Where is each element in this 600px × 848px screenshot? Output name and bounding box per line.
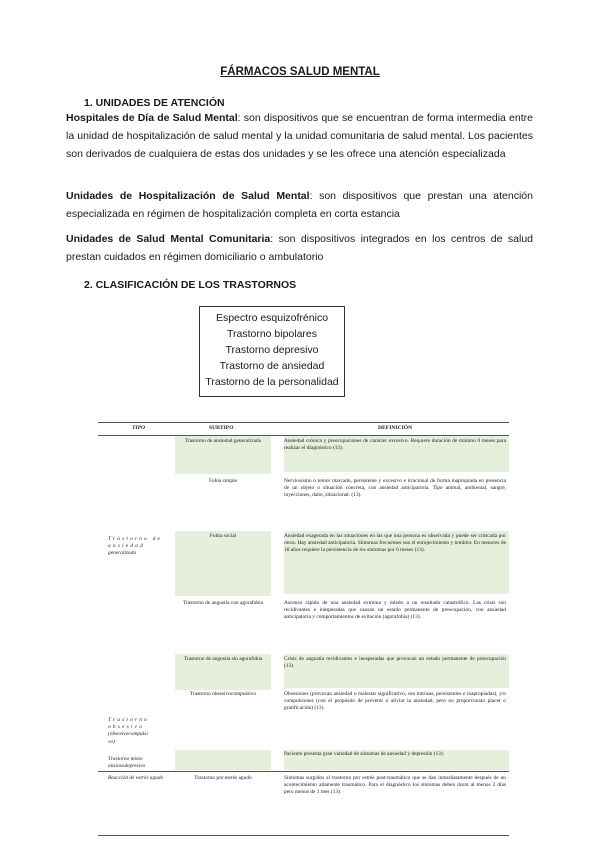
tipo-estres-agudo: Reacción de estrés agudo [108, 775, 164, 781]
tipo-line: Trastorno de [108, 536, 163, 542]
definition-hospitalizacion: : son dispositivos que prestan una atención especializada en régimen de hospitalización completa en corta estancia [66, 190, 533, 220]
tipo-obsesivo [108, 717, 174, 746]
definicion-cell: Nerviosismo o temor marcado, persistente y excesivo e irracional de forma inapropiada en presencia de un objeto o situación concreta, con ansiedad anticipatoria. Tipo animal, ambiental, sangre, inyecciones, daño, situacional. (13). [284, 478, 506, 499]
section-heading-2: 2. CLASIFICACIÓN DE LOS TRASTORNOS [84, 279, 297, 291]
subtipo-cell: Trastorno de angustia con agorafobia [182, 600, 264, 606]
classification-box [199, 306, 345, 397]
term-hospitalizacion: Unidades de Hospitalización de Salud Mental [66, 190, 310, 202]
definicion-cell: Crisis de angustia recidivantes e inesperadas que provocan un estado permanente de preocupación (13). [284, 654, 509, 688]
definicion-cell: Ansiedad crónica y preocupaciones de carácter excesivo. Requiere duración de mínimo 6 meses para realizar el diagnóstico (13). [284, 436, 509, 472]
subtipo-cell: Trastorno de angustia sin agorafobia [175, 654, 271, 690]
subtipo-cell: Trastorno por estrés agudo [194, 775, 252, 781]
table-rule [98, 422, 509, 423]
subtipo-cell [175, 750, 271, 770]
classification-item: Trastorno bipolares [226, 328, 318, 340]
classification-item: Trastorno de ansiedad [219, 360, 325, 372]
definition-comunitaria: : son dispositivos integrados en los centros de salud prestan cuidados en régimen domiciliario o ambulatorio [66, 233, 533, 263]
definicion-cell: Síntomas surgidos al trastorno por estrés post-traumático que se dan inmediatamente después de un acontecimiento altamente traumático. Para el diagnóstico los síntomas deben durar al menos 2 días pero menos de 1 mes (13). [284, 775, 506, 796]
definicion-cell: Paciente presenta gran variedad de síntomas de ansiedad y depresión (13). [284, 750, 509, 770]
subtipo-cell: Trastorno obsesivocompulsivo [189, 691, 257, 697]
header-definicion: DEFINICIÓN [378, 425, 413, 431]
classification-item: Trastorno depresivo [225, 344, 319, 356]
tipo-line: vo) [108, 738, 115, 745]
paragraph-hospitalizacion [66, 187, 533, 223]
header-tipo: TIPO [132, 425, 146, 431]
paragraph-hospitales-dia [66, 109, 533, 163]
classification-item: Trastorno de la personalidad [205, 376, 339, 388]
definition-hospitales-dia: : son dispositivos que se encuentran de forma intermedia entre la unidad de hospitalización de salud mental y la unidad comunitaria de salud mental. Los pacientes son derivados de cualquiera de estas dos unidades y se les ofrece una atención especializada [66, 112, 533, 160]
subtipo-cell: Trastorno de ansiedad generalizada [175, 436, 271, 474]
tipo-line: ansiedad [108, 543, 146, 550]
tipo-mixto: Trastorno mixto ansiosodepresivo [108, 756, 146, 770]
tipo-line: obsesivo [108, 724, 145, 731]
anxiety-disorders-table [98, 416, 509, 836]
tipo-line: (obsesivocompulsi [108, 731, 148, 738]
table-rule [98, 771, 509, 772]
tipo-line: Trastorno [108, 717, 150, 723]
section-heading-1: 1. UNIDADES DE ATENCIÓN [84, 97, 225, 109]
term-comunitaria: Unidades de Salud Mental Comunitaria [66, 233, 271, 245]
table-rule [98, 835, 509, 836]
tipo-ansiedad-generalizada [108, 536, 174, 558]
definicion-cell: Obsesiones (provocan ansiedad o malestar significativo, son intrusas, persistentes e inapropiadas), y/o compulsiones (con el propósito de prevenir o aliviar la ansiedad, pero no proporcionan placer o gratificación) (13). [284, 691, 506, 712]
page-title: FÁRMACOS SALUD MENTAL [220, 66, 380, 78]
classification-item: Espectro esquizofrénico [215, 312, 329, 324]
header-subtipo: SUBTIPO [209, 425, 234, 431]
subtipo-cell: Fobia simple [208, 478, 237, 484]
definicion-cell: Ansiedad exagerada en las situaciones en las que una persona es observada y puede ser criticada por otros. Hay ansiedad anticipatoria. Síntomas frecuentes son el enrojecimiento y temblor. En menores de 18 años requiere la persistencia de los síntomas por 6 meses (13). [284, 531, 509, 594]
tipo-line: generalizada [108, 550, 137, 557]
term-hospitales-dia: Hospitales de Día de Salud Mental [66, 112, 238, 124]
definicion-cell: Ascenso rápido de una ansiedad extrema y miedo a un resultado catastrófico. Las crisis son recidivantes e inesperadas que causan un estado permanente de preocupación, con ansiedad anticipatoria y comportamientos de evitación (agorafobia) (13). [284, 600, 506, 621]
paragraph-comunitaria [66, 230, 533, 266]
subtipo-cell: Fobia social [175, 531, 271, 596]
